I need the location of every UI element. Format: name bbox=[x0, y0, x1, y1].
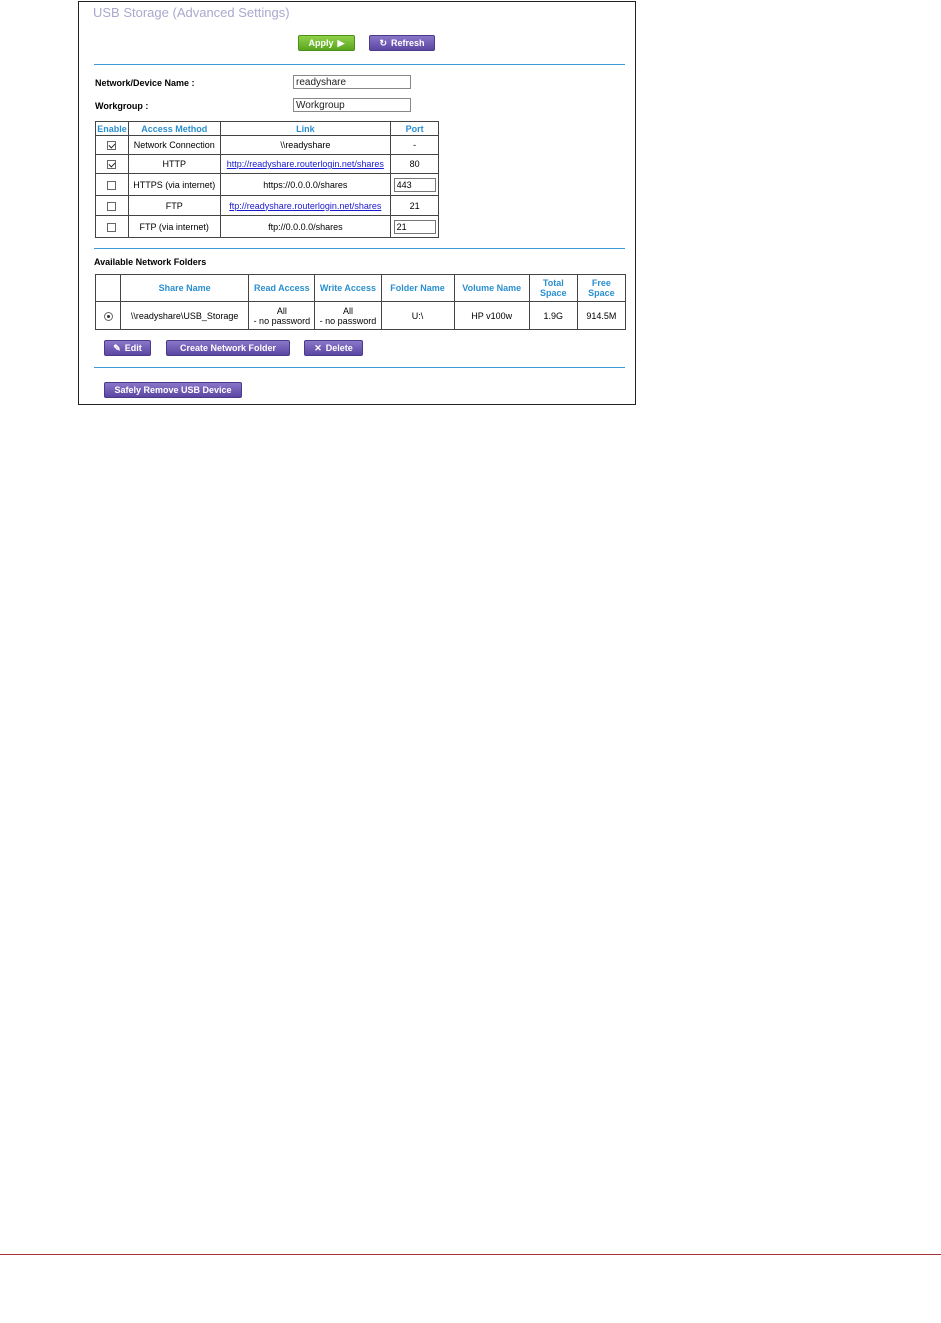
enable-checkbox[interactable] bbox=[107, 202, 116, 211]
pencil-icon: ✎ bbox=[113, 342, 121, 353]
footer-rule bbox=[0, 1254, 941, 1255]
link-text: ftp://0.0.0.0/shares bbox=[220, 216, 391, 238]
col-free-space: Free Space bbox=[577, 275, 625, 302]
close-icon: ✕ bbox=[314, 342, 322, 353]
access-table-header bbox=[96, 122, 439, 136]
refresh-button[interactable] bbox=[369, 35, 435, 51]
access-method: Network Connection bbox=[128, 136, 220, 155]
link-url[interactable]: ftp://readyshare.routerlogin.net/shares bbox=[229, 200, 382, 211]
divider bbox=[94, 64, 625, 65]
table-row bbox=[96, 155, 439, 174]
enable-checkbox[interactable] bbox=[107, 223, 116, 232]
table-row bbox=[96, 196, 439, 216]
link-text: \\readyshare bbox=[220, 136, 391, 155]
divider bbox=[94, 248, 625, 249]
page-title: USB Storage (Advanced Settings) bbox=[93, 5, 290, 20]
play-arrow-icon: ▶ bbox=[337, 37, 345, 48]
col-link: Link bbox=[220, 122, 391, 136]
enable-checkbox[interactable] bbox=[107, 160, 116, 169]
col-share-name: Share Name bbox=[121, 275, 249, 302]
delete-label: Delete bbox=[325, 343, 353, 353]
device-name-label: Network/Device Name : bbox=[95, 78, 195, 88]
apply-label: Apply bbox=[308, 38, 334, 48]
col-access-method: Access Method bbox=[128, 122, 220, 136]
port-input[interactable] bbox=[394, 220, 436, 234]
folders-heading: Available Network Folders bbox=[94, 257, 207, 267]
col-write-access: Write Access bbox=[315, 275, 381, 302]
delete-button[interactable] bbox=[304, 340, 363, 356]
write-access-who: All bbox=[342, 305, 353, 316]
access-method-table bbox=[95, 121, 439, 238]
col-volume-name: Volume Name bbox=[454, 275, 529, 302]
folders-table-header bbox=[96, 275, 626, 302]
port-value: - bbox=[391, 136, 439, 155]
workgroup-input[interactable] bbox=[293, 98, 411, 112]
col-port: Port bbox=[391, 122, 439, 136]
enable-checkbox[interactable] bbox=[107, 141, 116, 150]
workgroup-label: Workgroup : bbox=[95, 101, 149, 111]
refresh-label: Refresh bbox=[391, 38, 425, 48]
access-method: HTTPS (via internet) bbox=[128, 174, 220, 196]
link-url[interactable]: http://readyshare.routerlogin.net/shares bbox=[226, 159, 384, 169]
edit-button[interactable] bbox=[104, 340, 151, 356]
edit-label: Edit bbox=[124, 343, 142, 353]
write-access-password: - no password bbox=[319, 315, 377, 326]
table-row bbox=[96, 216, 439, 238]
volume-name: HP v100w bbox=[454, 302, 529, 330]
share-name: \\readyshare\USB_Storage bbox=[121, 302, 249, 330]
table-row bbox=[96, 174, 439, 196]
access-method: FTP bbox=[128, 196, 220, 216]
safely-remove-usb-button[interactable] bbox=[104, 382, 242, 398]
safely-remove-label: Safely Remove USB Device bbox=[114, 385, 232, 395]
create-network-folder-button[interactable] bbox=[166, 340, 290, 356]
access-method: FTP (via internet) bbox=[128, 216, 220, 238]
table-row[interactable] bbox=[96, 302, 626, 330]
folder-radio[interactable] bbox=[104, 312, 113, 321]
read-access bbox=[249, 302, 315, 330]
table-row bbox=[96, 136, 439, 155]
link-text: https://0.0.0.0/shares bbox=[220, 174, 391, 196]
free-space: 914.5M bbox=[577, 302, 625, 330]
write-access bbox=[315, 302, 381, 330]
port-value: 80 bbox=[391, 155, 439, 174]
divider bbox=[94, 367, 625, 368]
apply-button[interactable] bbox=[298, 35, 355, 51]
col-enable: Enable bbox=[97, 123, 127, 134]
col-read-access: Read Access bbox=[249, 275, 315, 302]
access-method: HTTP bbox=[128, 155, 220, 174]
folder-name: U:\ bbox=[381, 302, 454, 330]
enable-checkbox[interactable] bbox=[107, 181, 116, 190]
read-access-who: All bbox=[276, 305, 287, 316]
port-input[interactable] bbox=[394, 178, 436, 192]
port-value: 21 bbox=[391, 196, 439, 216]
refresh-icon: ↻ bbox=[379, 37, 388, 48]
network-folders-table bbox=[95, 274, 626, 330]
total-space: 1.9G bbox=[529, 302, 577, 330]
create-label: Create Network Folder bbox=[179, 343, 277, 353]
read-access-password: - no password bbox=[253, 315, 311, 326]
col-select bbox=[96, 275, 121, 302]
device-name-input[interactable] bbox=[293, 75, 411, 89]
col-folder-name: Folder Name bbox=[381, 275, 454, 302]
col-total-space: Total Space bbox=[529, 275, 577, 302]
